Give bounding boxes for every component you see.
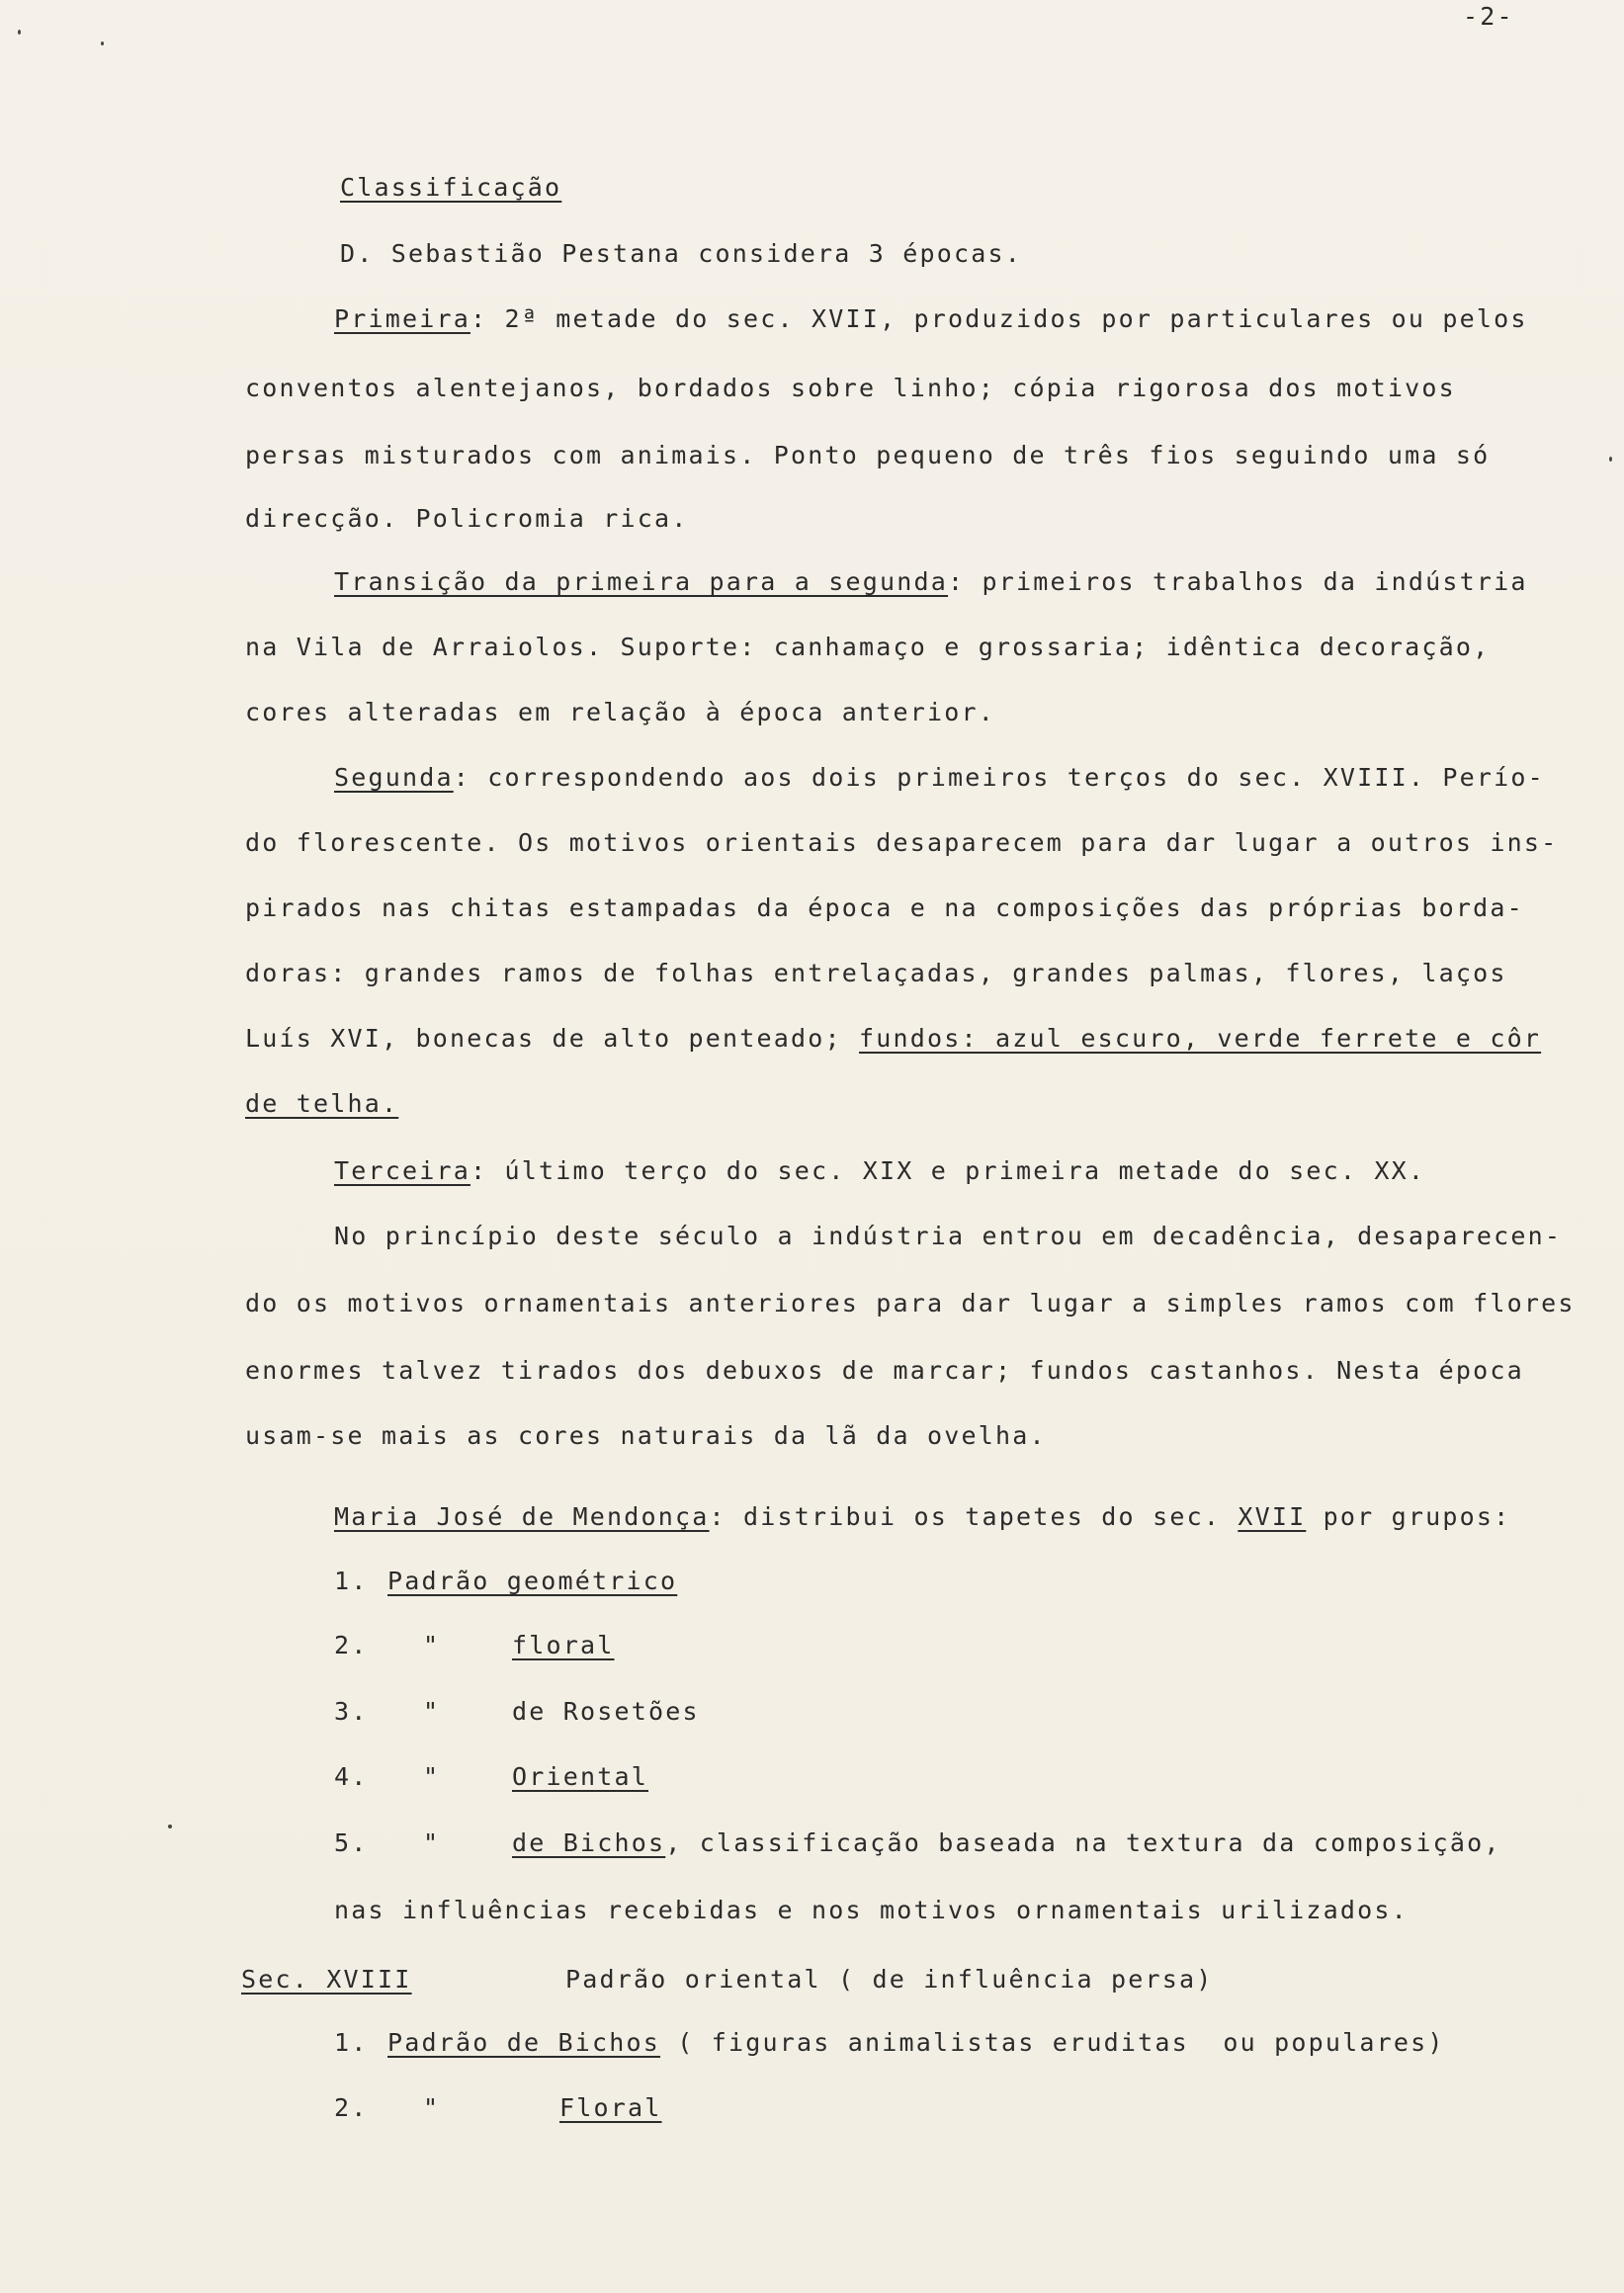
group-name: Oriental — [512, 1762, 649, 1791]
primeira-paragraph-line-2: conventos alentejanos, bordados sobre linho; cópia rigorosa dos motivos — [245, 374, 1456, 402]
segunda-paragraph-line-1: Segunda: correspondendo aos dois primeiros terços do sec. XVIII. Perío- — [334, 763, 1545, 792]
ditto-mark: " — [423, 1631, 441, 1659]
segunda-label: Segunda — [334, 763, 454, 792]
terceira-paragraph-line-1: Terceira: último terço do sec. XIX e primeira metade do sec. XX. — [334, 1156, 1426, 1185]
sec18-label: Sec. XVIII — [241, 1965, 412, 1994]
primeira-label: Primeira — [334, 304, 471, 333]
paper-speck — [101, 42, 104, 45]
segunda-paragraph-line-5: Luís XVI, bonecas de alto penteado; fundos: azul escuro, verde ferrete e côr — [245, 1024, 1542, 1053]
groups-continuation: nas influências recebidas e nos motivos ornamentais urilizados. — [334, 1896, 1409, 1924]
ditto-mark: " — [423, 2093, 441, 2122]
transicao-paragraph-line-2: na Vila de Arraiolos. Suporte: canhamaço e grossaria; idêntica decoração, — [245, 633, 1491, 661]
transicao-label: Transição da primeira para a segunda — [334, 567, 949, 596]
section-heading: Classificação — [340, 173, 562, 202]
sec18-item-name: Floral — [559, 2093, 662, 2122]
segunda-paragraph-line-6: de telha. — [245, 1089, 399, 1118]
paper-speck — [168, 1825, 172, 1828]
transicao-paragraph-line-3: cores alteradas em relação à época anterior. — [245, 698, 996, 726]
ditto-mark: " — [423, 1697, 441, 1726]
paper-speck — [1609, 457, 1612, 462]
sec18-item-number: 1. — [334, 2028, 369, 2057]
primeira-paragraph-line-3: persas misturados com animais. Ponto pequeno de três fios seguindo uma só — [245, 441, 1491, 469]
group-number: 3. — [334, 1697, 369, 1726]
terceira-paragraph-line-3: do os motivos ornamentais anteriores para dar lugar a simples ramos com flores — [245, 1289, 1576, 1317]
group-number: 1. — [334, 1567, 369, 1595]
group-number: 2. — [334, 1631, 369, 1659]
group-5-line: de Bichos, classificação baseada na textura da composição, — [512, 1828, 1501, 1857]
ditto-mark: " — [423, 1828, 441, 1857]
group-name: Padrão geométrico — [387, 1567, 678, 1595]
segunda-paragraph-line-3: pirados nas chitas estampadas da época e na composições das próprias borda- — [245, 893, 1524, 922]
ditto-mark: " — [423, 1762, 441, 1791]
sec18-item-1-line: Padrão de Bichos ( figuras animalistas eruditas ou populares) — [387, 2028, 1445, 2057]
terceira-paragraph-line-5: usam-se mais as cores naturais da lã da ovelha. — [245, 1421, 1047, 1450]
sec18-item-name: Padrão de Bichos — [387, 2028, 661, 2057]
sec18-title: Padrão oriental ( de influência persa) — [565, 1965, 1214, 1994]
mendonca-line: Maria José de Mendonça: distribui os tapetes do sec. XVII por grupos: — [334, 1502, 1511, 1531]
sec18-item-number: 2. — [334, 2093, 369, 2122]
segunda-paragraph-line-4: doras: grandes ramos de folhas entrelaçadas, grandes palmas, flores, laços — [245, 959, 1507, 987]
group-name: de Rosetões — [512, 1697, 700, 1726]
group-number: 5. — [334, 1828, 369, 1857]
group-number: 4. — [334, 1762, 369, 1791]
paper-speck — [18, 30, 21, 35]
transicao-paragraph-line-1: Transição da primeira para a segunda: primeiros trabalhos da indústria — [334, 567, 1528, 596]
primeira-paragraph-line-1: Primeira: 2ª metade do sec. XVII, produzidos por particulares ou pelos — [334, 304, 1528, 333]
terceira-label: Terceira — [334, 1156, 471, 1185]
group-name: de Bichos — [512, 1828, 666, 1857]
fundos-underlined: fundos: azul escuro, verde ferrete e côr — [859, 1024, 1542, 1053]
mendonca-label: Maria José de Mendonça — [334, 1502, 710, 1531]
group-name: floral — [512, 1631, 615, 1659]
intro-line: D. Sebastião Pestana considera 3 épocas. — [340, 239, 1023, 268]
primeira-paragraph-line-4: direcção. Policromia rica. — [245, 504, 689, 533]
terceira-paragraph-line-2: No princípio deste século a indústria entrou em decadência, desaparecen- — [334, 1222, 1563, 1250]
terceira-paragraph-line-4: enormes talvez tirados dos debuxos de marcar; fundos castanhos. Nesta época — [245, 1356, 1524, 1385]
segunda-paragraph-line-2: do florescente. Os motivos orientais desaparecem para dar lugar a outros ins- — [245, 828, 1559, 857]
mendonca-century: XVII — [1238, 1502, 1307, 1531]
page-number: -2- — [1463, 2, 1514, 31]
